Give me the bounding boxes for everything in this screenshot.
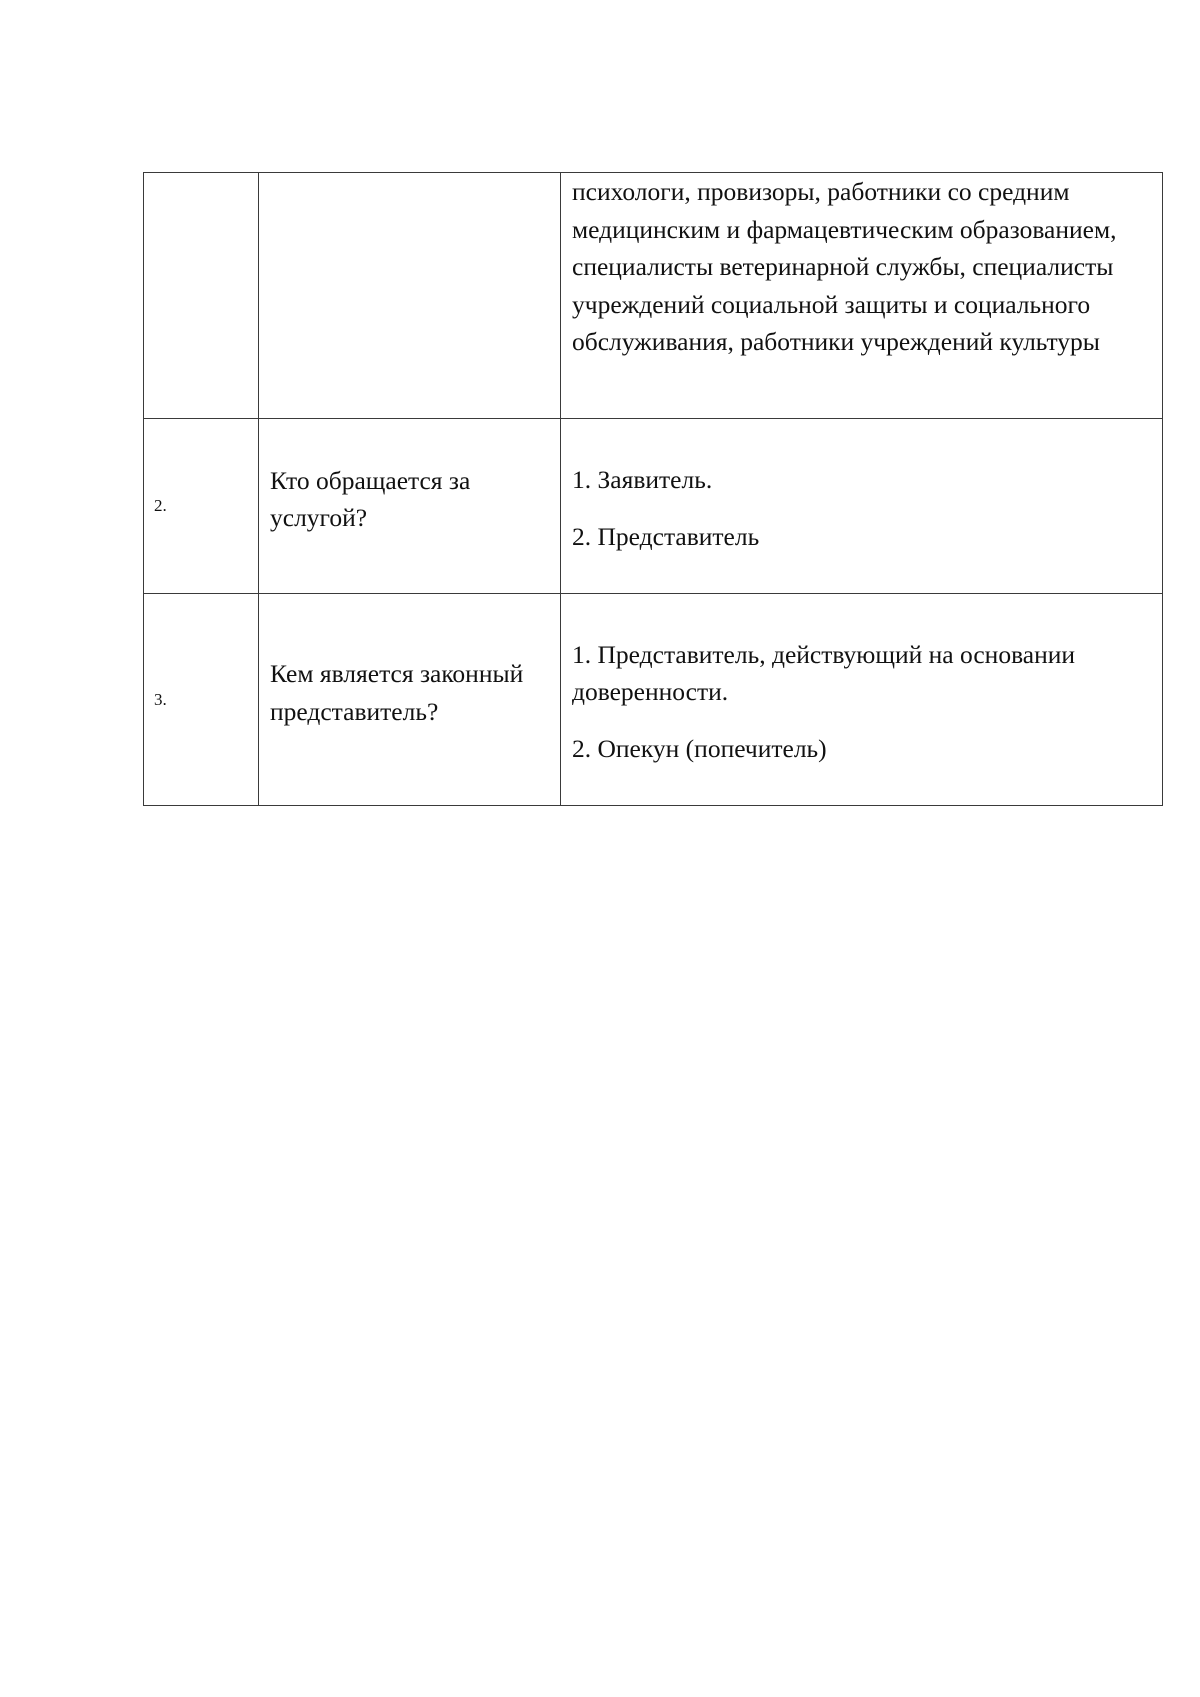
row-number-cell: 3. — [144, 594, 259, 806]
answer-cell — [561, 419, 1163, 594]
answer-paragraph: 2. Представитель — [572, 521, 760, 551]
question-text: Кто обращается за услугой? — [270, 465, 471, 532]
answer-paragraph: 1. Заявитель. — [572, 465, 713, 494]
question-cell — [259, 173, 561, 419]
table-row — [144, 594, 1163, 806]
question-cell — [259, 594, 561, 806]
question-cell — [259, 419, 561, 594]
question-text: Кем является законный представитель? — [270, 659, 524, 726]
table-row — [144, 173, 1163, 419]
row-number-cell: 2. — [144, 419, 259, 594]
service-info-table — [143, 172, 1163, 806]
answer-paragraph: психологи, провизоры, работники со средним медицинским и фармацевтическим образованием, специалисты ветеринарной службы, специалисты учреждений социальной защиты и социального обслуживания, работники учреждений культуры — [572, 177, 1117, 356]
answer-paragraph: 2. Опекун (попечитель) — [572, 733, 827, 763]
answer-cell — [561, 594, 1163, 806]
answer-paragraph: 1. Представитель, действующий на основании доверенности. — [572, 639, 1076, 707]
table-row — [144, 419, 1163, 594]
row-number-cell — [144, 173, 259, 419]
answer-cell — [561, 173, 1163, 419]
